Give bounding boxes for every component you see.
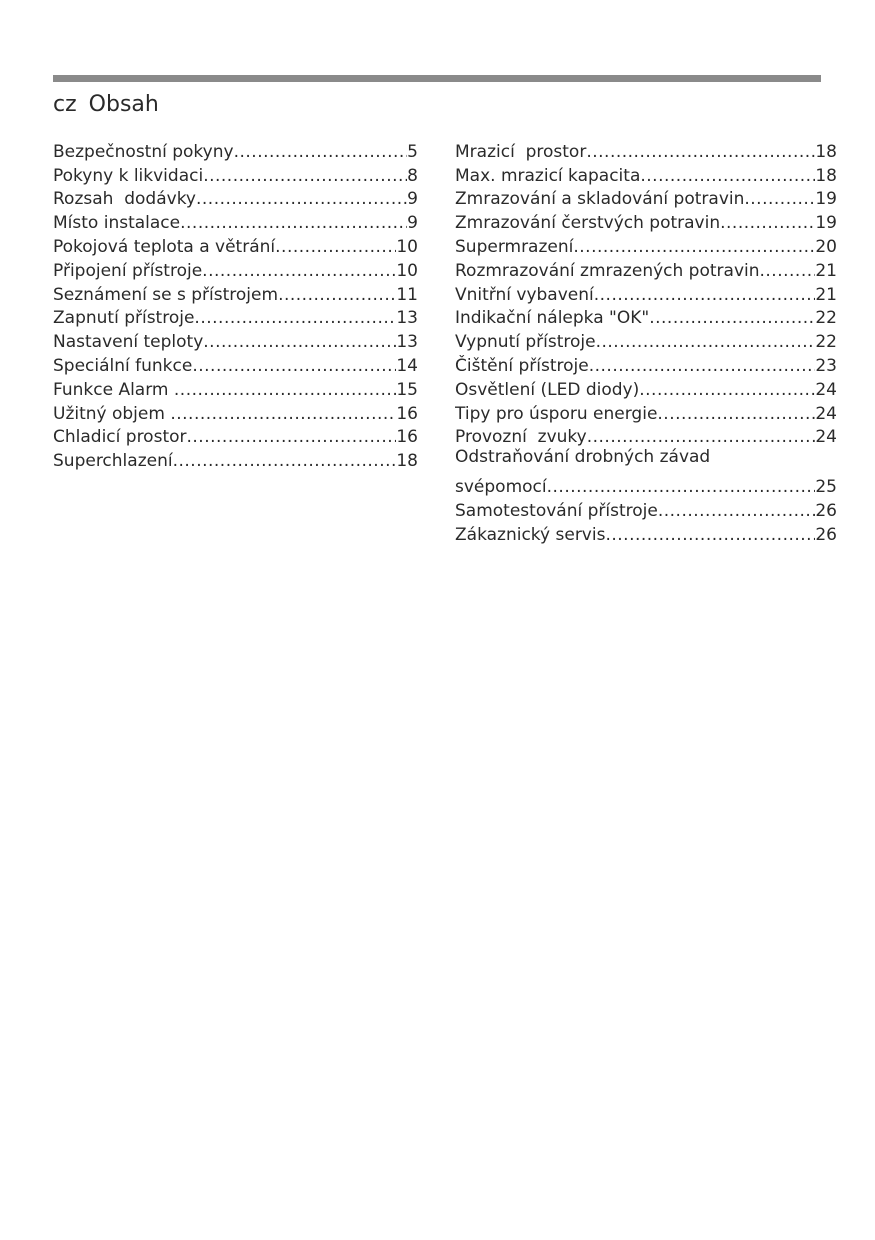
- toc-entry-page: 18: [815, 141, 837, 162]
- toc-entry[interactable]: [53, 162, 418, 186]
- toc-entry[interactable]: [455, 209, 837, 233]
- toc-entry[interactable]: [455, 281, 837, 305]
- toc-right-column: [455, 138, 837, 545]
- toc-entry-page: 25: [815, 477, 837, 498]
- toc-entry[interactable]: [455, 521, 837, 545]
- toc-entry[interactable]: [455, 186, 837, 210]
- toc-entry[interactable]: [53, 400, 418, 424]
- toc-entry[interactable]: [455, 257, 837, 281]
- toc-entry-title: Pokyny k likvidaci: [53, 165, 204, 186]
- toc-entry-title: Bezpečnostní pokyny: [53, 141, 234, 162]
- toc-entry[interactable]: [455, 447, 837, 497]
- toc-entry-page: 11: [396, 284, 418, 305]
- toc-leader: [275, 237, 396, 257]
- toc-leader: [173, 451, 397, 471]
- toc-leader: [760, 261, 816, 281]
- toc-entry[interactable]: [455, 233, 837, 257]
- toc-leader: [234, 142, 408, 162]
- toc-entry-title: Zapnutí přístroje: [53, 308, 195, 329]
- toc-entry-title: Rozsah dodávky: [53, 189, 196, 210]
- toc-entry-page: 21: [815, 260, 837, 281]
- toc-entry-title: Odstraňování drobných závad: [455, 447, 711, 468]
- toc-leader: [587, 427, 816, 447]
- toc-entry-page: 14: [396, 355, 418, 376]
- toc-entry-page: 16: [396, 403, 418, 424]
- toc-leader: [720, 213, 815, 233]
- toc-entry-page: 15: [396, 379, 418, 400]
- toc-leader: [744, 189, 815, 209]
- toc-entry-page: 26: [815, 501, 837, 522]
- toc-entry-page: 13: [396, 332, 418, 353]
- page-title: [53, 90, 159, 120]
- toc-entry[interactable]: [53, 186, 418, 210]
- toc-entry-page: 19: [815, 213, 837, 234]
- toc-entry[interactable]: [455, 305, 837, 329]
- toc-entry-page: 20: [815, 236, 837, 257]
- toc-entry-page: 24: [815, 403, 837, 424]
- toc-entry-title: Supermrazení: [455, 236, 574, 257]
- language-code: cz: [53, 92, 77, 117]
- toc-entry[interactable]: [53, 138, 418, 162]
- toc-leader: [547, 477, 816, 497]
- toc-entry-title: Tipy pro úsporu energie: [455, 403, 658, 424]
- toc-leader: [639, 380, 815, 400]
- toc-entry-title: Chladicí prostor: [53, 427, 187, 448]
- toc-entry[interactable]: [53, 328, 418, 352]
- toc-entry-title: Užitný objem: [53, 403, 171, 424]
- toc-entry-title: Samotestování přístroje: [455, 501, 658, 522]
- toc-leader: [180, 213, 407, 233]
- page-title-text: Obsah: [88, 92, 159, 117]
- toc-entry-title: Rozmrazování zmrazených potravin: [455, 260, 760, 281]
- toc-entry-title: Seznámení se s přístrojem: [53, 284, 279, 305]
- toc-entry-title: Zákaznický servis: [455, 524, 606, 545]
- toc-entry-title: Osvětlení (LED diody): [455, 379, 640, 400]
- toc-entry-page: 22: [815, 308, 837, 329]
- toc-entry-page: 9: [407, 213, 418, 234]
- toc-leader: [589, 356, 816, 376]
- toc-entry[interactable]: [53, 305, 418, 329]
- toc-entry-page: 24: [815, 379, 837, 400]
- toc-leader: [657, 404, 815, 424]
- toc-entry-title-continued: svépomocí: [455, 477, 547, 498]
- toc-entry-page: 10: [396, 260, 418, 281]
- toc-entry[interactable]: [53, 376, 418, 400]
- toc-leader: [203, 166, 407, 186]
- top-rule: [53, 75, 821, 82]
- toc-entry-page: 21: [815, 284, 837, 305]
- toc-leader: [202, 261, 396, 281]
- toc-entry-page: 18: [396, 451, 418, 472]
- toc-entry-page: 26: [815, 524, 837, 545]
- toc-leader: [192, 356, 396, 376]
- toc-leader: [594, 285, 816, 305]
- toc-entry-page: 19: [815, 189, 837, 210]
- toc-leader: [203, 332, 396, 352]
- toc-entry-page: 22: [815, 332, 837, 353]
- toc-entry[interactable]: [455, 376, 837, 400]
- toc-leader: [174, 380, 396, 400]
- toc-entry-page: 18: [815, 165, 837, 186]
- toc-entry-title: Speciální funkce: [53, 355, 193, 376]
- toc-leader: [278, 285, 396, 305]
- toc-leader: [194, 308, 396, 328]
- toc-leader: [573, 237, 815, 257]
- toc-entry-title: Funkce Alarm: [53, 379, 174, 400]
- toc-leader: [170, 404, 396, 424]
- toc-leader: [649, 308, 815, 328]
- toc-entry[interactable]: [53, 257, 418, 281]
- toc-leader: [658, 501, 816, 521]
- toc-entry-title: Nastavení teploty: [53, 332, 204, 353]
- toc-entry[interactable]: [53, 447, 418, 471]
- toc-entry-title: Čištění přístroje: [455, 355, 589, 376]
- toc-entry-title: Mrazicí prostor: [455, 141, 587, 162]
- toc-entry-title: Místo instalace: [53, 213, 181, 234]
- toc-entry[interactable]: [455, 328, 837, 352]
- toc-entry-title: Zmrazování a skladování potravin: [455, 189, 745, 210]
- toc-entry-page: 23: [815, 355, 837, 376]
- toc-entry[interactable]: [53, 281, 418, 305]
- toc-entry-title: Vnitřní vybavení: [455, 284, 594, 305]
- toc-entry[interactable]: [53, 352, 418, 376]
- toc-entry[interactable]: [455, 497, 837, 521]
- toc-entry-title: Pokojová teplota a větrání: [53, 236, 276, 257]
- toc-entry-title: Indikační nálepka "OK": [455, 308, 650, 329]
- toc-entry[interactable]: [53, 424, 418, 448]
- toc-entry-title: Max. mrazicí kapacita: [455, 165, 641, 186]
- toc-entry[interactable]: [455, 424, 837, 448]
- toc-entry[interactable]: [455, 352, 837, 376]
- toc-entry-title: Superchlazení: [53, 451, 173, 472]
- toc-leader: [640, 166, 815, 186]
- toc-entry-title: Připojení přístroje: [53, 260, 203, 281]
- toc-entry-page: 8: [407, 165, 418, 186]
- toc-entry-page: 10: [396, 236, 418, 257]
- toc-entry-page: 13: [396, 308, 418, 329]
- toc-leader: [586, 142, 815, 162]
- toc-entry-page: 9: [407, 189, 418, 210]
- toc-leader: [187, 427, 397, 447]
- toc-entry[interactable]: [455, 162, 837, 186]
- toc-entry-page: 16: [396, 427, 418, 448]
- toc-entry-page: 24: [815, 427, 837, 448]
- toc-entry-page: 5: [407, 141, 418, 162]
- toc-entry-title: Zmrazování čerstvých potravin: [455, 213, 721, 234]
- toc-leader: [596, 332, 816, 352]
- toc-entry[interactable]: [53, 233, 418, 257]
- toc-leader: [196, 189, 407, 209]
- toc-leader: [605, 525, 815, 545]
- toc-entry[interactable]: [53, 209, 418, 233]
- toc-left-column: [53, 138, 418, 471]
- toc-entry-title: Provozní zvuky: [455, 427, 587, 448]
- toc-entry-title: Vypnutí přístroje: [455, 332, 596, 353]
- toc-entry[interactable]: [455, 138, 837, 162]
- toc-entry[interactable]: [455, 400, 837, 424]
